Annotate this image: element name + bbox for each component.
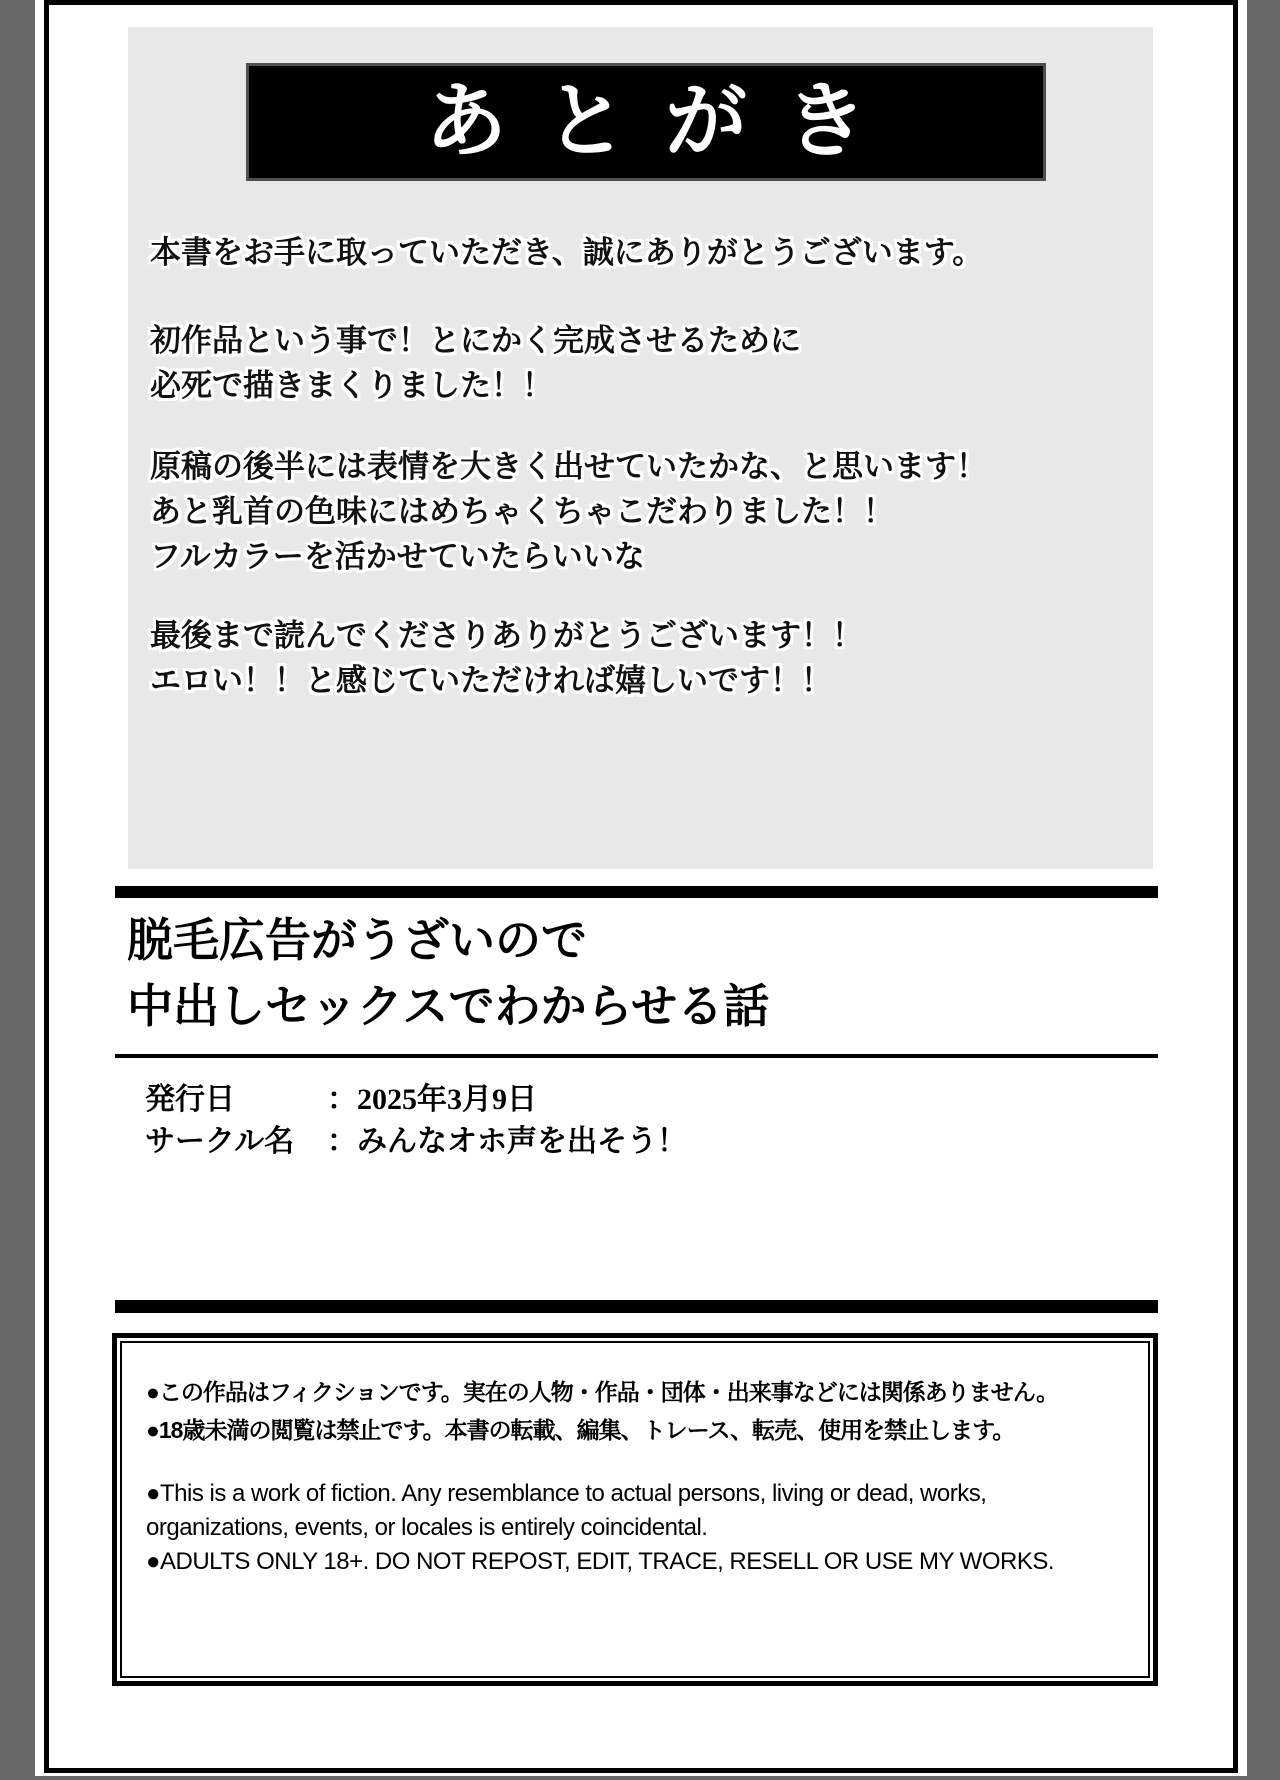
disclaimer-en-line-3: ●ADULTS ONLY 18+. DO NOT REPOST, EDIT, TRACE, RESELL OR USE MY WORKS. <box>146 1548 1055 1575</box>
afterword-header-box <box>246 63 1046 181</box>
circle-name-row <box>145 1121 1145 1163</box>
afterword-line: 最後まで読んでくださりありがとうございます！！ <box>150 618 863 653</box>
afterword-line: 本書をお手に取っていただき、誠にありがとうございます。 <box>150 235 984 270</box>
book-title <box>127 908 1147 1040</box>
afterword-title: あとがき <box>424 76 905 167</box>
disclaimer-jp-line-1: ●この作品はフィクションです。実在の人物・作品・団体・出来事などには関係ありません。 <box>146 1379 1059 1405</box>
book-title-line-2: 中出しセックスでわからせる話 <box>127 981 770 1032</box>
afterword-line: 必死で描きまくりました！！ <box>150 368 553 403</box>
publish-date-label: 発行日 <box>145 1083 235 1116</box>
title-underline <box>115 1054 1158 1058</box>
publication-info <box>145 1079 1145 1163</box>
disclaimer-english <box>146 1477 1124 1579</box>
afterword-paragraph-2 <box>150 318 1140 408</box>
afterword-line: あと乳首の色味にはめちゃくちゃこだわりました！！ <box>150 494 894 529</box>
circle-name-label: サークル名 <box>145 1125 295 1158</box>
afterword-paragraph-3 <box>150 444 1140 579</box>
divider-bar-bottom <box>115 1300 1158 1313</box>
disclaimer-box <box>112 1333 1158 1686</box>
publish-date-value: ：2025年3月9日 <box>327 1083 537 1116</box>
afterword-line: 初作品という事で！とにかく完成させるために <box>150 323 801 358</box>
divider-bar-top <box>115 886 1158 898</box>
disclaimer-japanese <box>146 1373 1124 1449</box>
afterword-line: 原稿の後半には表情を大きく出せていたかな、と思います！ <box>150 449 987 484</box>
afterword-panel <box>128 27 1153 869</box>
circle-name-value: ：みんなオホ声を出そう！ <box>327 1125 687 1158</box>
afterword-line: フルカラーを活かせていたらいいな <box>150 539 645 574</box>
disclaimer-box-inner <box>120 1341 1150 1678</box>
publish-date-row <box>145 1079 1145 1121</box>
book-title-line-1: 脱毛広告がうざいので <box>127 915 587 966</box>
disclaimer-jp-line-2: ●18歳未満の閲覧は禁止です。本書の転載、編集、トレース、転売、使用を禁止します。 <box>146 1417 1015 1443</box>
document-page <box>44 0 1238 1773</box>
disclaimer-en-line-2: organizations, events, or locales is entirely coincidental. <box>146 1514 708 1541</box>
disclaimer-en-line-1: ●This is a work of fiction. Any resemblance to actual persons, living or dead, works, <box>146 1480 987 1507</box>
afterword-line: エロい！！と感じていただければ嬉しいです！！ <box>150 663 832 698</box>
afterword-paragraph-1 <box>150 230 1140 275</box>
afterword-paragraph-4 <box>150 613 1140 703</box>
